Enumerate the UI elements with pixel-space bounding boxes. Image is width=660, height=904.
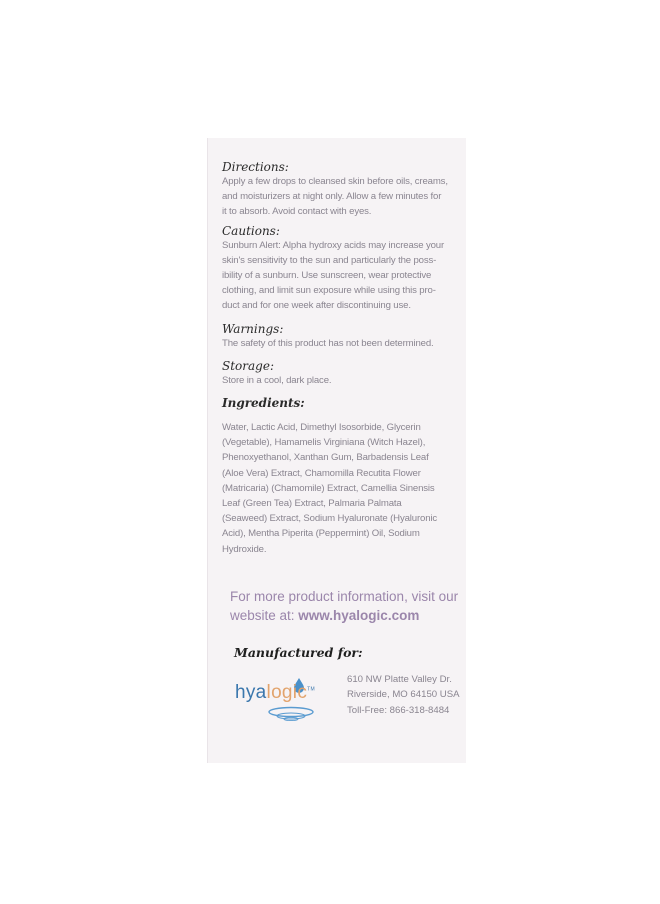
website-url[interactable]: www.hyalogic.com xyxy=(298,607,420,623)
logo-wordmark xyxy=(235,682,315,704)
address-phone: Toll-Free: 866-318-8484 xyxy=(347,704,450,716)
warnings-section xyxy=(222,322,467,351)
directions-section xyxy=(222,160,467,220)
cautions-section xyxy=(222,224,467,314)
manufacturer-address xyxy=(347,672,460,719)
warnings-heading: Warnings: xyxy=(222,321,284,336)
logo-part-logic: logic xyxy=(266,681,308,703)
ingredients-line: Acid), Mentha Piperita (Peppermint) Oil, Sodium xyxy=(222,528,420,540)
website-prefix: website at: xyxy=(230,607,299,623)
directions-line: Apply a few drops to cleansed skin before oils, creams, xyxy=(222,176,448,187)
ingredients-line: (Vegetable), Hamamelis Virginiana (Witch Hazel), xyxy=(222,437,426,449)
label-content xyxy=(222,160,467,742)
storage-section xyxy=(222,359,467,388)
ingredients-line: Water, Lactic Acid, Dimethyl Isosorbide, Glycerin xyxy=(222,422,421,434)
hyalogic-logo xyxy=(235,676,330,736)
cautions-line: skin's sensitivity to the sun and particularly the poss- xyxy=(222,254,437,266)
logo-trademark: TM xyxy=(307,686,315,693)
ingredients-list xyxy=(222,420,467,557)
directions-line: it to absorb. Avoid contact with eyes. xyxy=(222,206,372,218)
label-panel xyxy=(207,138,466,763)
ingredients-line: (Seaweed) Extract, Sodium Hyaluronate (Hyaluronic xyxy=(222,513,438,525)
ingredients-line: Leaf (Green Tea) Extract, Palmaria Palmata xyxy=(222,498,402,510)
address-line: 610 NW Platte Valley Dr. xyxy=(347,673,452,685)
ingredients-line: Phenoxyethanol, Xanthan Gum, Barbadensis Leaf xyxy=(222,452,429,464)
website-line-1: For more product information, visit our xyxy=(230,588,459,604)
warnings-line: The safety of this product has not been determined. xyxy=(222,337,434,349)
manufactured-for-heading: Manufactured for: xyxy=(234,644,363,660)
directions-heading: Directions: xyxy=(222,160,289,174)
cautions-line: clothing, and limit sun exposure while using this pro- xyxy=(222,285,436,297)
storage-heading: Storage: xyxy=(222,358,274,373)
address-line: Riverside, MO 64150 USA xyxy=(347,689,460,701)
storage-line: Store in a cool, dark place. xyxy=(222,374,332,386)
ingredients-line: Hydroxide. xyxy=(222,543,267,555)
ingredients-section xyxy=(222,396,467,557)
cautions-line: duct and for one week after discontinuing use. xyxy=(222,300,411,312)
website-info xyxy=(222,587,467,625)
cautions-heading: Cautions: xyxy=(222,223,280,238)
ingredients-heading: Ingredients: xyxy=(222,396,305,411)
cautions-line: Sunburn Alert: Alpha hydroxy acids may increase your xyxy=(222,239,445,251)
directions-line: and moisturizers at night only. Allow a few minutes for xyxy=(222,191,442,203)
ingredients-line: (Matricaria) (Chamomile) Extract, Camellia Sinensis xyxy=(222,482,435,494)
website-line-2 xyxy=(230,606,467,625)
ingredients-line: (Aloe Vera) Extract, Chamomilla Recutita Flower xyxy=(222,467,421,479)
cautions-line: ibility of a sunburn. Use sunscreen, wear protective xyxy=(222,270,432,282)
logo-part-hya: hya xyxy=(235,681,267,703)
manufacturer-block xyxy=(222,672,467,742)
